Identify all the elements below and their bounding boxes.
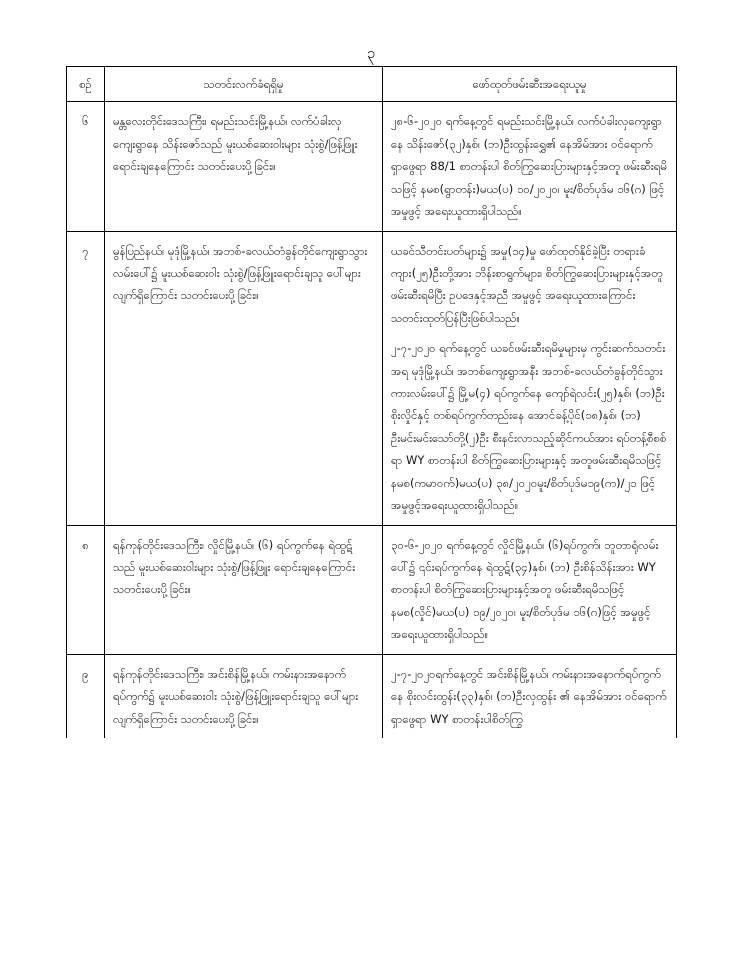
row-information: မန္တလေးတိုင်းဒေသကြီး၊ ရမည်းသင်းမြို့နယ်၊ လက်ပံခါးလှကျေးရွာနေ သိန်းဇော်သည် မူးယစ်ဆေးဝါးများ သုံးစွဲ/ဖြန့်ဖြူးရောင်းချနေကြောင်း သတင်းပေးပို့ခြင်း။ — [105, 102, 383, 231]
row-action-cell — [383, 102, 677, 231]
table-row — [67, 231, 677, 525]
row-action-paragraph: ယခင်သီတင်းပတ်များ၌ အမှု(၁၄)မှု ဖော်ထုတ်နိုင်ခဲ့ပြီး တရားခံ ကျား(၂၅)ဦးတို့အား ဘိန်းစာရွက်များ၊ စိတ်ကြွဆေးပြားများနှင့်အတူ ဖမ်းဆီးရမိပြီး ဥပဒေနှင့်အညီ အမှုဖွင့် အရေးယူထားကြောင်း သတင်းထုတ်ပြန်ပြီးဖြစ်ပါသည်။ — [391, 243, 663, 325]
row-action-paragraph: ၃၀-၆-၂၀၂၀ ရက်နေ့တွင် လှိုင်မြို့နယ်၊ (၆)ရပ်ကွက်၊ ဘူတာရုံလမ်းပေါ်၌ ၎င်းရပ်ကွက်နေ ရဲထွဋ်(၃၄)နှစ်၊ (ဘ) ဦးစိန်သိန်းအား WY စာတန်းပါ စိတ်ကြွဆေးပြားများနှင့်အတူ ဖမ်းဆီးရမိသဖြင့် နမစ(လှိုင်)မယ(ပ) ၁၉/၂၀၂၀၊ မူး/စိတ်ပုဒ်မ ၁၆(ဂ)ဖြင့် အမှုဖွင့် အရေးယူထားရှိပါသည်။ — [391, 537, 659, 642]
row-serial-no: ၉ — [67, 654, 105, 738]
row-action-paragraph: ၂-၇-၂၀၂၀ ရက်နေ့တွင် ယခင်ဖမ်းဆီးရမိမှုများမှ ကွင်းဆက်သတင်းအရ မုဒုံမြို့နယ်၊ အဘစ်ကျေးရွာအနီး အဘစ်-ခလယ်တံခွန်တိုင်သွားကားလမ်းပေါ်၌ မြို့မ(၄) ရပ်ကွက်နေ ကျော်ရဲလင်း(၂၅)နှစ်၊ (ဘ)ဦးစိုးလှိုင်နှင့် တစ်ရပ်ကွက်တည်းနေ အောင်ခန့်ပိုင်(၁၈)နှစ်၊ (ဘ) ဦးမင်းမင်းသော်တို့(၂)ဦး စီးနင်းလာသည့်ဆိုင်ကယ်အား ရပ်တန့်စီစစ်ရာ WY စာတန်းပါ စိတ်ကြွဆေးပြားများနှင့် အတူဖမ်းဆီးရမိသဖြင့် နမစ(ကမာဝက်)မယ(ပ) ၃၈/၂၀၂၀မူး/စိတ်ပုဒ်မ၁၉(က)/၂၁ ဖြင့် အမှုဖွင့်အရေးယူထားရှိပါသည်။ — [391, 341, 667, 513]
header-information-received: သတင်းလက်ခံရရှိမှု — [105, 67, 383, 102]
page-number: ၃ — [366, 44, 376, 62]
row-serial-no: ၈ — [67, 525, 105, 654]
row-action-cell — [383, 231, 677, 525]
report-table — [66, 66, 677, 738]
row-information: မွန်ပြည်နယ်၊ မုဒုံမြို့နယ်၊ အဘစ်-ခလယ်တံခွန်တိုင်ကျေးရွာသွားလမ်းပေါ်၌ မူးယစ်ဆေးဝါး သုံးစွဲ/ဖြန့်ဖြူးရောင်းချသူ ပေါ်များလျက်ရှိကြောင်း သတင်းပေးပို့ခြင်း။ — [105, 231, 383, 525]
header-serial-no: စဉ် — [67, 67, 105, 102]
table-row — [67, 525, 677, 654]
table-row — [67, 102, 677, 231]
row-action-cell — [383, 654, 677, 738]
row-serial-no: ၇ — [67, 231, 105, 525]
row-action-paragraph: ၂၈-၆-၂၀၂၀ ရက်နေ့တွင် ရမည်းသင်းမြို့နယ်၊ လက်ပံခါးလှကျေးရွာနေ သိန်းဇော်(၃၂)နှစ်၊ (ဘ)ဦးထွန်းရွှေ၏ နေအိမ်အား ဝင်ရောက်ရှာဖွေရာ 88/1 စာတန်းပါ စိတ်ကြွဆေးပြားများနှင့်အတူ ဖမ်းဆီးရမိသဖြင့် နမစ(ရွာတန်း)မယ(ပ) ၁၀/၂၀၂၀၊ မူး/စိတ်ပုဒ်မ ၁၆(ဂ) ဖြင့် အမှုဖွင့် အရေးယူထားရှိပါသည်။ — [391, 114, 667, 219]
row-serial-no: ၆ — [67, 102, 105, 231]
row-information: ရန်ကုန်တိုင်းဒေသကြီး၊ လှိုင်မြို့နယ်၊ (၆) ရပ်ကွက်နေ ရဲထွဋ်သည် မူးယစ်ဆေးဝါးများ သုံးစွဲ/ဖြန့်ဖြူး ရောင်းချနေကြောင်း သတင်းပေးပို့ခြင်း။ — [105, 525, 383, 654]
row-action-paragraph: ၂-၇-၂၀၂၀ရက်နေ့တွင် အင်းစိန်မြို့နယ်၊ ကမ်းနားအနောက်ရပ်ကွက်နေ စိုးလင်းထွန်း(၃၃)နှစ်၊ (ဘ)ဦးလှထွန်း ၏ နေအိမ်အား ဝင်ရောက်ရှာဖွေရာ WY စာတန်းပါစိတ်ကြွ — [391, 666, 667, 726]
table-header-row — [67, 67, 677, 102]
row-information: ရန်ကုန်တိုင်းဒေသကြီး၊ အင်းစိန်မြို့နယ်၊ ကမ်းနားအနောက်ရပ်ကွက်၌ မူးယစ်ဆေးဝါး သုံးစွဲ/ဖြန့်ဖြူးရောင်းချသူ ပေါ်များလျက်ရှိကြောင်း သတင်းပေးပို့ခြင်း။ — [105, 654, 383, 738]
table-row — [67, 654, 677, 738]
header-action-taken: ဖော်ထုတ်ဖမ်းဆီးအရေးယူမှု — [383, 67, 677, 102]
row-action-cell — [383, 525, 677, 654]
